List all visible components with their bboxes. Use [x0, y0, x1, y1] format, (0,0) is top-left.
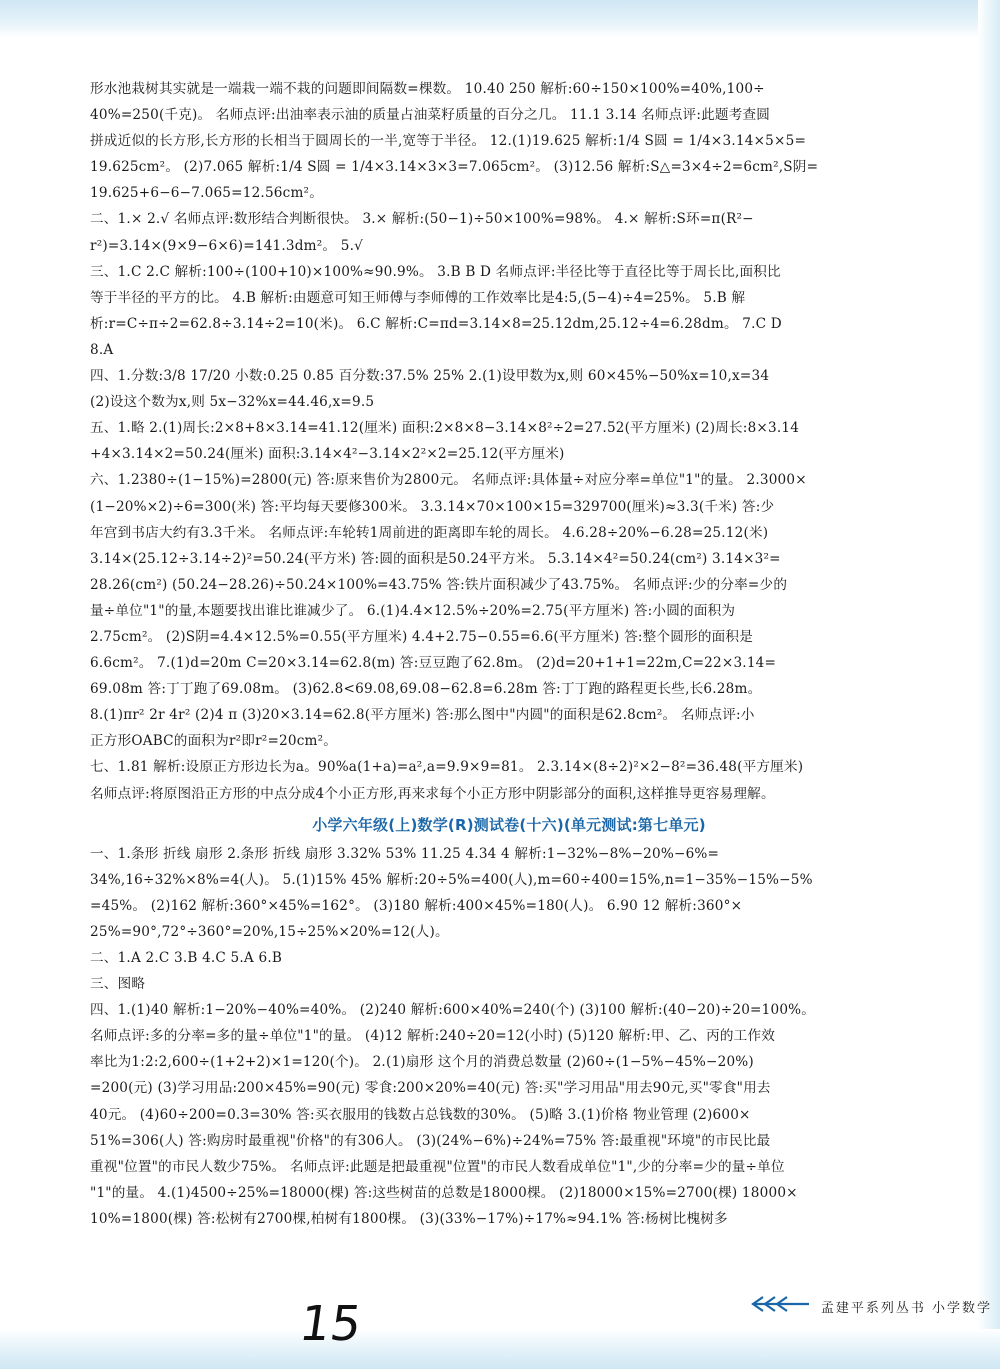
text-line: =200(元) (3)学习用品:200×45%=90(元) 零食:200×20%=40(元) 答:买"学习用品"用去90元,买"零食"用去: [90, 1080, 771, 1097]
text-line: 三、1.C 2.C 解析:100÷(100+10)×100%≈90.9%。 3.B B D 名师点评:半径比等于直径比等于周长比,面积比: [90, 263, 781, 280]
text-line: 率比为1:2:2,600÷(1+2+2)×1=120(个)。 2.(1)扇形 这个月的消费总数量 (2)60÷(1−5%−45%−20%): [90, 1054, 754, 1071]
section-title: 小学六年级(上)数学(R)测试卷(十六)(单元测试:第七单元): [312, 815, 706, 834]
text-line: 8.A: [90, 341, 114, 358]
text-line: 40%=250(千克)。 名师点评:出油率表示油的质量占油菜籽质量的百分之几。 11.1 3.14 名师点评:此题考查圆: [90, 107, 771, 124]
text-line: 6.6cm²。 7.(1)d=20m C=20×3.14=62.8(m) 答:豆豆跑了62.8m。 (2)d=20+1+1=22m,C=22×3.14=: [90, 655, 777, 672]
text-line: 8.(1)πr² 2r 4r² (2)4 π (3)20×3.14=62.8(平方厘米) 答:那么图中"内圆"的面积是62.8cm²。 名师点评:小: [90, 707, 755, 724]
text-line: (2)设这个数为x,则 5x−32%x=44.46,x=9.5: [90, 394, 375, 411]
text-line: (1−20%×2)÷6=300(米) 答:平均每天要修300米。 3.3.14×70×100×15=329700(厘米)≈3.3(千米) 答:少: [90, 498, 775, 515]
footer-series-text: 孟建平系列丛书 小学数学: [820, 1300, 992, 1316]
text-line: 二、1.× 2.√ 名师点评:数形结合判断很快。 3.× 解析:(50−1)÷50×100%=98%。 4.× 解析:S环=π(R²−: [90, 211, 754, 228]
answer-text-body: [90, 76, 928, 1232]
text-line: 三、图略: [90, 976, 146, 993]
text-line: 3.14×(25.12÷3.14÷2)²=50.24(平方米) 答:圆的面积是50.24平方米。 5.3.14×4²=50.24(cm²) 3.14×3²=: [90, 550, 781, 567]
text-line: 10%=1800(棵) 答:松树有2700棵,柏树有1800棵。 (3)(33%−17%)÷17%≈94.1% 答:杨树比槐树多: [90, 1210, 728, 1227]
text-line: 19.625cm²。 (2)7.065 解析:1/4 S圆 = 1/4×3.14×3×3=7.065cm²。 (3)12.56 解析:S△=3×4÷2=6cm²,S阴=: [90, 159, 819, 176]
text-line: 五、1.略 2.(1)周长:2×8+8×3.14=41.12(厘米) 面积:2×8×8−3.14×8²÷2=27.52(平方厘米) (2)周长:8×3.14: [90, 420, 800, 437]
text-line: 六、1.2380÷(1−15%)=2800(元) 答:原来售价为2800元。 名师点评:具体量÷对应分率=单位"1"的量。 2.3000×: [90, 472, 807, 489]
right-decor-band: [978, 0, 1000, 1369]
text-line: 量÷单位"1"的量,本题要找出谁比谁减少了。 6.(1)4.4×12.5%÷20%=2.75(平方厘米) 答:小圆的面积为: [90, 602, 736, 619]
text-line: 析:r=C÷π÷2=62.8÷3.14÷2=10(米)。 6.C 解析:C=πd=3.14×8=25.12dm,25.12÷4=6.28dm。 7.C D: [90, 315, 782, 332]
text-line: 形水池栽树其实就是一端栽一端不栽的问题即间隔数=棵数。 10.40 250 解析:60÷150×100%=40%,100÷: [90, 81, 765, 97]
text-line: r²)=3.14×(9×9−6×6)=141.3dm²。 5.√: [90, 237, 363, 254]
text-line: 拼成近似的长方形,长方形的长相当于圆周长的一半,宽等于半径。 12.(1)19.625 解析:1/4 S圆 = 1/4×3.14×5×5=: [90, 133, 807, 150]
text-line: 四、1.(1)40 解析:1−20%−40%=40%。 (2)240 解析:600×40%=240(个) (3)100 解析:(40−20)÷20=100%。: [90, 1002, 816, 1019]
text-line: 名师点评:多的分率=多的量÷单位"1"的量。 (4)12 解析:240÷20=12(小时) (5)120 解析:甲、乙、丙的工作效: [90, 1028, 776, 1045]
arrow-icon: [749, 1294, 811, 1318]
bottom-decor-band: [0, 1329, 1000, 1369]
text-line: +4×3.14×2=50.24(厘米) 面积:3.14×4²−3.14×2²×2=25.12(平方厘米): [90, 446, 565, 463]
page-footer: [749, 1292, 992, 1320]
text-line: 七、1.81 解析:设原正方形边长为a。90%a(1+a)=a²,a=9.9×9=81。 2.3.14×(8÷2)²×2−8²=36.48(平方厘米): [90, 759, 804, 776]
text-line: 重视"位置"的市民人数少75%。 名师点评:此题是把最重视"位置"的市民人数看成单位"1",少的分率=少的量÷单位: [90, 1158, 785, 1175]
text-line: 二、1.A 2.C 3.B 4.C 5.A 6.B: [90, 950, 283, 966]
text-line: 34%,16÷32%×8%=4(人)。 5.(1)15% 45% 解析:20÷5%=400(人),m=60÷400=15%,n=1−35%−15%−5%: [90, 871, 813, 888]
text-line: 等于半径的平方的比。 4.B 解析:由题意可知王师傅与李师傅的工作效率比是4:5,(5−4)÷4=25%。 5.B 解: [90, 289, 746, 306]
text-line: =45%。 (2)162 解析:360°×45%=162°。 (3)180 解析:400×45%=180(人)。 6.90 12 解析:360°×: [90, 897, 743, 914]
handwritten-page-number: 15: [296, 1296, 366, 1352]
text-line: 2.75cm²。 (2)S阴=4.4×12.5%=0.55(平方厘米) 4.4+2.75−0.55=6.6(平方厘米) 答:整个圆形的面积是: [90, 628, 754, 645]
text-line: 正方形OABC的面积为r²即r²=20cm²。: [90, 733, 338, 750]
top-decor-band: [0, 0, 1000, 38]
text-line: 28.26(cm²) (50.24−28.26)÷50.24×100%=43.75% 答:铁片面积减少了43.75%。 名师点评:少的分率=少的: [90, 576, 788, 593]
text-line: 四、1.分数:3/8 17/20 小数:0.25 0.85 百分数:37.5% 25% 2.(1)设甲数为x,则 60×45%−50%x=10,x=34: [90, 368, 770, 385]
text-line: 年宫到书店大约有3.3千米。 名师点评:车轮转1周前进的距离即车轮的周长。 4.6.28÷20%−6.28=25.12(米): [90, 524, 769, 541]
text-line: 一、1.条形 折线 扇形 2.条形 折线 扇形 3.32% 53% 11.25 4.34 4 解析:1−32%−8%−20%−6%=: [90, 845, 720, 862]
text-line: 69.08m 答:丁丁跑了69.08m。 (3)62.8<69.08,69.08−62.8=6.28m 答:丁丁跑的路程更长些,长6.28m。: [90, 681, 762, 698]
text-line: 51%=306(人) 答:购房时最重视"价格"的有306人。 (3)(24%−6%)÷24%=75% 答:最重视"环境"的市民比最: [90, 1132, 771, 1149]
text-line: 40元。 (4)60÷200=0.3=30% 答:买衣服用的钱数占总钱数的30%。 (5)略 3.(1)价格 物业管理 (2)600×: [90, 1106, 751, 1123]
text-line: "1"的量。 4.(1)4500÷25%=18000(棵) 答:这些树苗的总数是18000棵。 (2)18000×15%=2700(棵) 18000×: [90, 1184, 798, 1201]
text-line: 名师点评:将原图沿正方形的中点分成4个小正方形,再来求每个小正方形中阴影部分的面积,这样推导更容易理解。: [90, 785, 775, 802]
text-line: 25%=90°,72°÷360°=20%,15÷25%×20%=12(人)。: [90, 923, 449, 940]
text-line: 19.625+6−6−7.065=12.56cm²。: [90, 185, 324, 202]
